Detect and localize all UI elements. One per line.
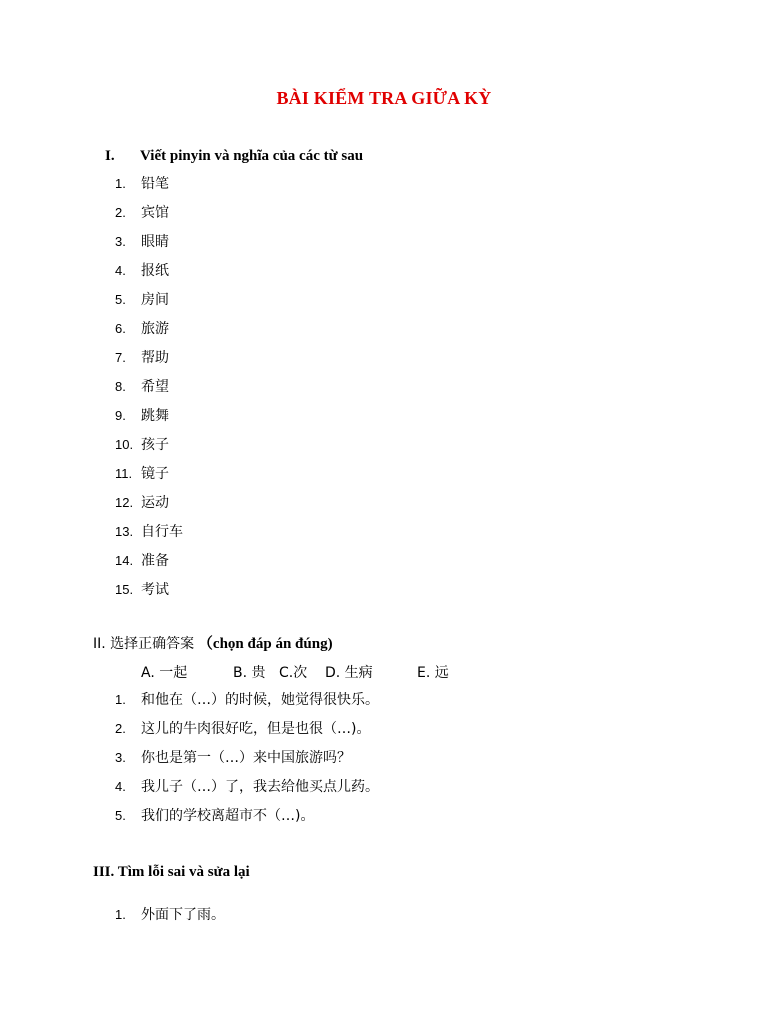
item-text: 外面下了雨。: [141, 907, 225, 923]
section-1-heading: [105, 146, 363, 166]
section-2-title: II. 选择正确答案: [93, 636, 195, 652]
option-e: E. 远: [417, 665, 449, 681]
item-text: 这儿的牛肉很好吃，但是也很（…)。: [141, 721, 371, 737]
item-text: 铅笔: [141, 176, 169, 192]
item-number: 1.: [115, 907, 126, 922]
option-b: B. 贵: [233, 665, 266, 681]
item-number: 15.: [115, 582, 134, 597]
item-text: 希望: [141, 379, 169, 395]
item-text: 宾馆: [141, 205, 169, 221]
item-text: 准备: [141, 553, 169, 569]
item-text: 孩子: [141, 437, 169, 453]
item-text: 旅游: [141, 321, 169, 337]
item-number: 6.: [115, 321, 126, 336]
item-text: 自行车: [141, 524, 183, 540]
option-c: C.次: [279, 665, 308, 681]
section-3-heading: III. Tìm lỗi sai và sửa lại: [93, 864, 250, 880]
section-2-subtitle: （chọn đáp án đúng): [197, 636, 333, 652]
item-number: 5.: [115, 808, 126, 823]
item-number: 13.: [115, 524, 134, 539]
item-number: 4.: [115, 263, 126, 278]
item-text: 你也是第一（…）来中国旅游吗？: [141, 750, 351, 766]
item-number: 11.: [115, 466, 133, 481]
item-number: 2.: [115, 205, 126, 220]
item-number: 10.: [115, 437, 134, 452]
item-text: 帮助: [141, 350, 169, 366]
item-number: 3.: [115, 234, 126, 249]
item-number: 2.: [115, 721, 126, 736]
item-text: 房间: [141, 292, 169, 308]
item-text: 我儿子（…）了，我去给他买点儿药。: [141, 779, 379, 795]
item-number: 7.: [115, 350, 126, 365]
item-number: 14.: [115, 553, 134, 568]
section-2-heading: [93, 634, 333, 654]
item-number: 4.: [115, 779, 126, 794]
section-1-title: Viết pinyin và nghĩa của các từ sau: [140, 148, 364, 164]
option-a: A. 一起: [141, 665, 188, 681]
item-text: 我们的学校离超市不（…)。: [141, 808, 315, 824]
item-number: 3.: [115, 750, 126, 765]
item-number: 5.: [115, 292, 126, 307]
item-text: 运动: [141, 495, 169, 511]
item-text: 镜子: [141, 466, 169, 482]
section-1-roman: I.: [105, 148, 115, 164]
item-number: 8.: [115, 379, 126, 394]
item-number: 1.: [115, 176, 126, 191]
item-text: 报纸: [141, 263, 169, 279]
item-text: 跳舞: [141, 408, 169, 424]
item-number: 12.: [115, 495, 134, 510]
exam-title: BÀI KIỂM TRA GIỮA KỲ: [276, 88, 492, 108]
item-number: 1.: [115, 692, 126, 707]
item-number: 9.: [115, 408, 126, 423]
item-text: 和他在（…）的时候，她觉得很快乐。: [141, 692, 379, 708]
item-text: 考试: [141, 582, 169, 598]
option-d: D. 生病: [325, 665, 373, 681]
item-text: 眼睛: [141, 234, 169, 250]
